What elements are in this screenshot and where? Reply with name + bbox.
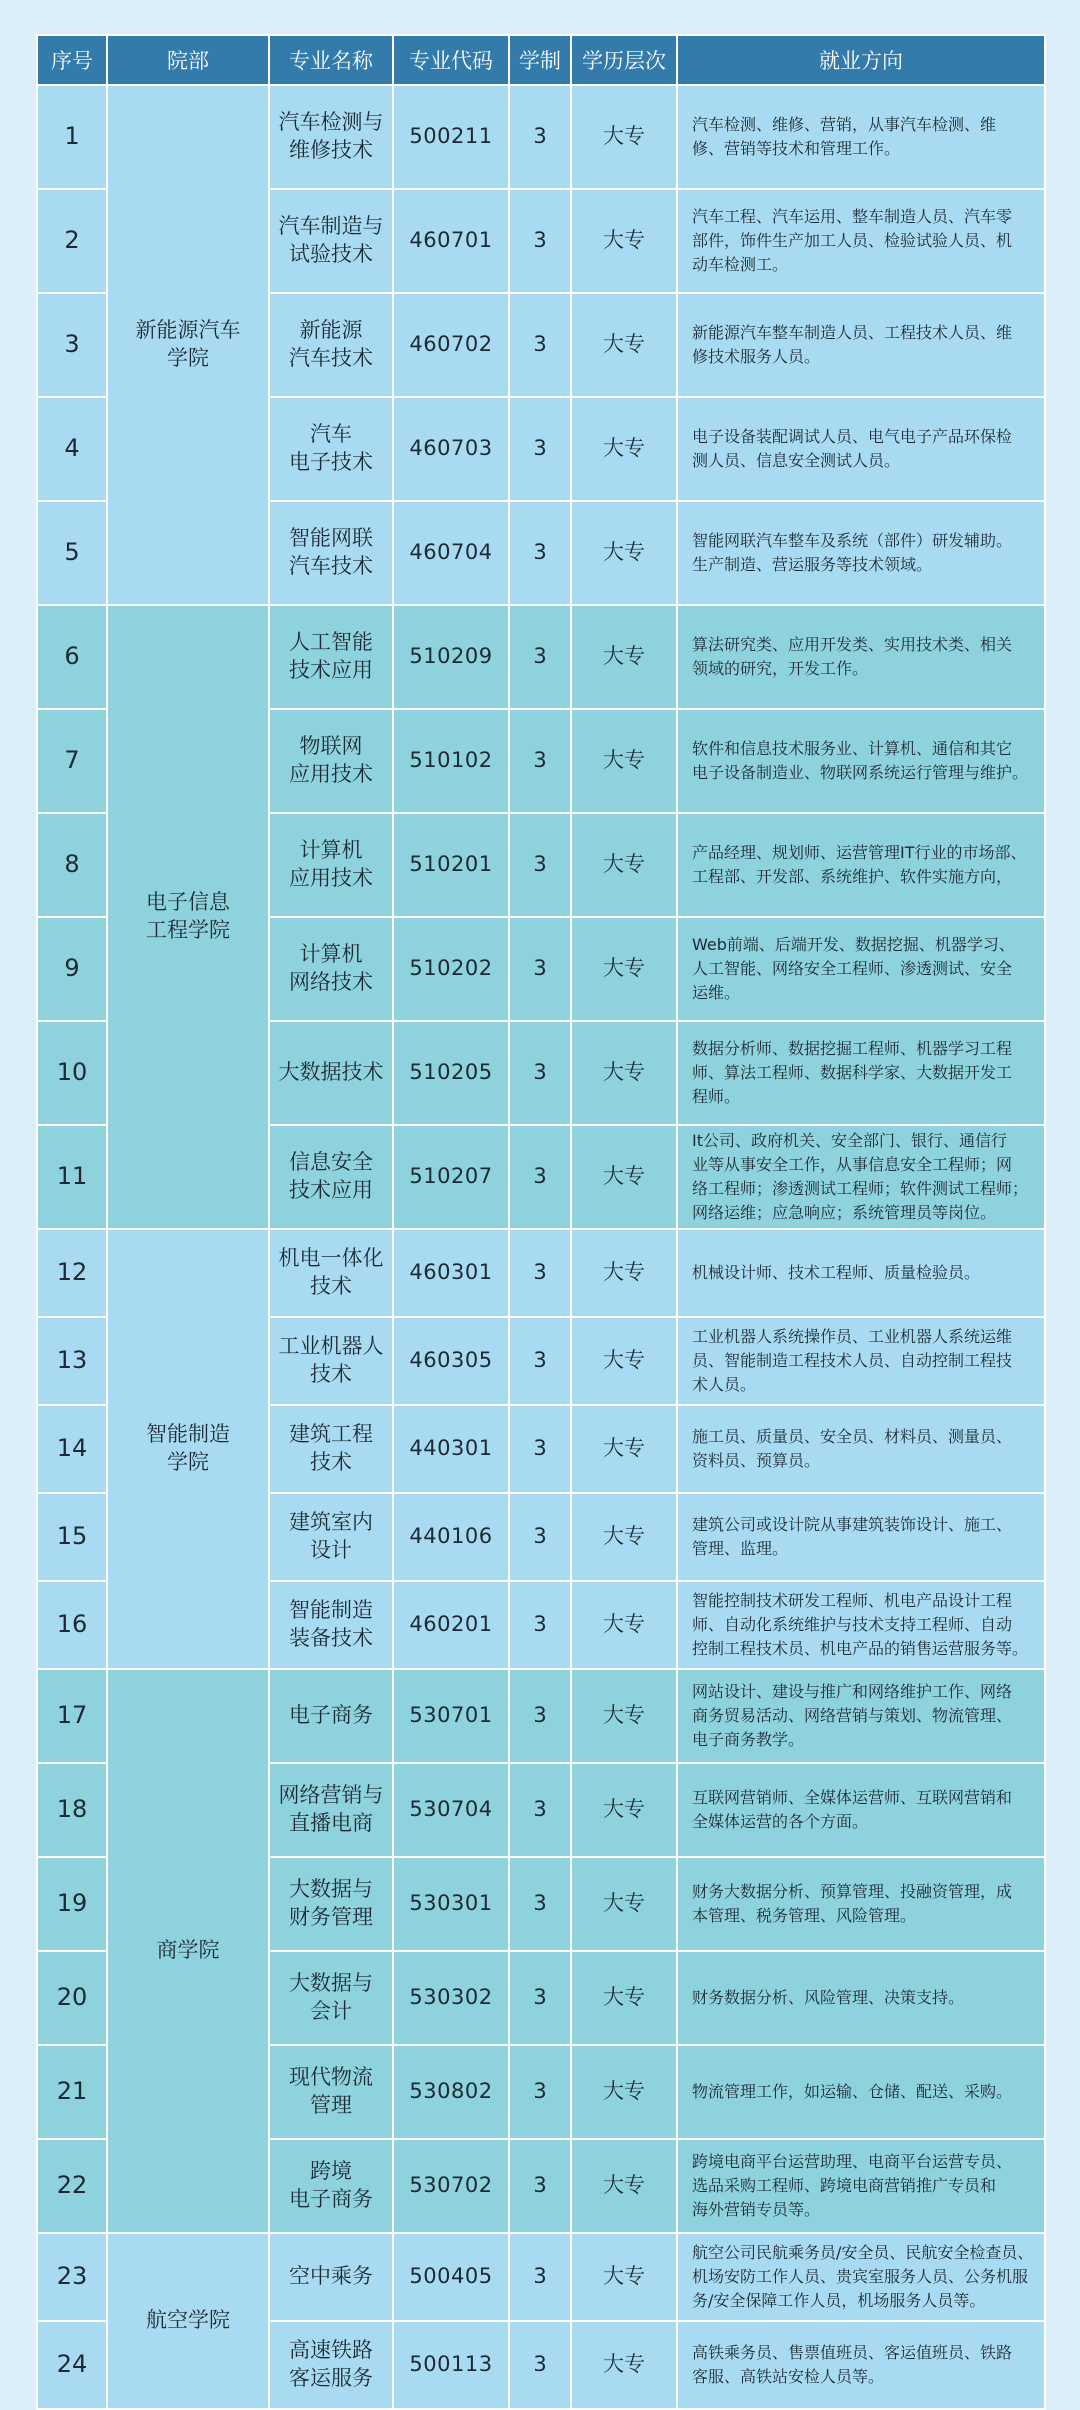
years-cell: 3 <box>509 501 571 605</box>
table-header <box>37 35 1045 85</box>
seq-cell: 7 <box>37 709 107 813</box>
level-cell: 大专 <box>571 2233 677 2321</box>
major-code-cell: 530302 <box>393 1951 509 2045</box>
table-row <box>37 1669 1045 1763</box>
level-cell: 大专 <box>571 2045 677 2139</box>
level-cell: 大专 <box>571 1493 677 1581</box>
major-code-cell: 460703 <box>393 397 509 501</box>
major-code-cell: 460201 <box>393 1581 509 1669</box>
level-cell: 大专 <box>571 501 677 605</box>
career-cell: 互联网营销师、全媒体运营师、互联网营销和 全媒体运营的各个方面。 <box>677 1763 1045 1857</box>
career-cell: It公司、政府机关、安全部门、银行、通信行 业等从事安全工作，从事信息安全工程师；网 络工程师；渗透测试工程师；软件测试工程师； 网络运维；应急响应；系统管理员等岗位。 <box>677 1125 1045 1229</box>
major-name-cell: 电子商务 <box>269 1669 393 1763</box>
table-row <box>37 2233 1045 2321</box>
career-cell: 汽车工程、汽车运用、整车制造人员、汽车零 部件，饰件生产加工人员、检验试验人员、机 动车检测工。 <box>677 189 1045 293</box>
major-code-cell: 500113 <box>393 2321 509 2409</box>
major-code-cell: 510202 <box>393 917 509 1021</box>
career-cell: 财务数据分析、风险管理、决策支持。 <box>677 1951 1045 2045</box>
career-cell: 网站设计、建设与推广和网络维护工作、网络 商务贸易活动、网络营销与策划、物流管理、 电子商务教学。 <box>677 1669 1045 1763</box>
department-cell: 新能源汽车 学院 <box>107 85 269 605</box>
level-cell: 大专 <box>571 1317 677 1405</box>
seq-cell: 14 <box>37 1405 107 1493</box>
major-code-cell: 500211 <box>393 85 509 189</box>
major-name-cell: 智能制造 装备技术 <box>269 1581 393 1669</box>
level-cell: 大专 <box>571 1125 677 1229</box>
table-body <box>37 85 1045 2409</box>
major-name-cell: 工业机器人 技术 <box>269 1317 393 1405</box>
seq-cell: 17 <box>37 1669 107 1763</box>
department-cell: 航空学院 <box>107 2233 269 2409</box>
header-code: 专业代码 <box>393 35 509 85</box>
level-cell: 大专 <box>571 1669 677 1763</box>
years-cell: 3 <box>509 1125 571 1229</box>
level-cell: 大专 <box>571 1021 677 1125</box>
career-cell: 建筑公司或设计院从事建筑装饰设计、施工、 管理、监理。 <box>677 1493 1045 1581</box>
major-code-cell: 500405 <box>393 2233 509 2321</box>
major-name-cell: 智能网联 汽车技术 <box>269 501 393 605</box>
major-name-cell: 人工智能 技术应用 <box>269 605 393 709</box>
career-cell: 智能网联汽车整车及系统（部件）研发辅助。 生产制造、营运服务等技术领域。 <box>677 501 1045 605</box>
header-years: 学制 <box>509 35 571 85</box>
career-cell: 高铁乘务员、售票值班员、客运值班员、铁路 客服、高铁站安检人员等。 <box>677 2321 1045 2409</box>
seq-cell: 24 <box>37 2321 107 2409</box>
years-cell: 3 <box>509 1229 571 1317</box>
years-cell: 3 <box>509 2139 571 2233</box>
years-cell: 3 <box>509 397 571 501</box>
level-cell: 大专 <box>571 917 677 1021</box>
seq-cell: 5 <box>37 501 107 605</box>
major-code-cell: 530301 <box>393 1857 509 1951</box>
table-row <box>37 85 1045 189</box>
career-cell: Web前端、后端开发、数据挖掘、机器学习、 人工智能、网络安全工程师、渗透测试、安全 运维。 <box>677 917 1045 1021</box>
major-name-cell: 计算机 应用技术 <box>269 813 393 917</box>
career-cell: 跨境电商平台运营助理、电商平台运营专员、 选品采购工程师、跨境电商营销推广专员和 海外营销专员等。 <box>677 2139 1045 2233</box>
department-cell: 智能制造 学院 <box>107 1229 269 1669</box>
seq-cell: 21 <box>37 2045 107 2139</box>
seq-cell: 15 <box>37 1493 107 1581</box>
department-cell: 电子信息 工程学院 <box>107 605 269 1229</box>
majors-table <box>36 34 1046 2410</box>
major-code-cell: 510207 <box>393 1125 509 1229</box>
major-name-cell: 计算机 网络技术 <box>269 917 393 1021</box>
years-cell: 3 <box>509 1669 571 1763</box>
years-cell: 3 <box>509 1581 571 1669</box>
years-cell: 3 <box>509 1493 571 1581</box>
years-cell: 3 <box>509 293 571 397</box>
years-cell: 3 <box>509 2045 571 2139</box>
major-name-cell: 机电一体化 技术 <box>269 1229 393 1317</box>
header-department: 院部 <box>107 35 269 85</box>
level-cell: 大专 <box>571 2321 677 2409</box>
majors-table-container <box>36 34 1044 2410</box>
seq-cell: 8 <box>37 813 107 917</box>
years-cell: 3 <box>509 1763 571 1857</box>
career-cell: 汽车检测、维修、营销，从事汽车检测、维 修、营销等技术和管理工作。 <box>677 85 1045 189</box>
seq-cell: 13 <box>37 1317 107 1405</box>
years-cell: 3 <box>509 605 571 709</box>
major-name-cell: 物联网 应用技术 <box>269 709 393 813</box>
major-code-cell: 530704 <box>393 1763 509 1857</box>
level-cell: 大专 <box>571 1405 677 1493</box>
seq-cell: 20 <box>37 1951 107 2045</box>
major-name-cell: 大数据技术 <box>269 1021 393 1125</box>
department-cell: 商学院 <box>107 1669 269 2233</box>
career-cell: 机械设计师、技术工程师、质量检验员。 <box>677 1229 1045 1317</box>
table-row <box>37 605 1045 709</box>
major-code-cell: 530802 <box>393 2045 509 2139</box>
major-code-cell: 460704 <box>393 501 509 605</box>
level-cell: 大专 <box>571 2139 677 2233</box>
years-cell: 3 <box>509 1857 571 1951</box>
table-row <box>37 1229 1045 1317</box>
seq-cell: 10 <box>37 1021 107 1125</box>
seq-cell: 16 <box>37 1581 107 1669</box>
major-name-cell: 汽车检测与 维修技术 <box>269 85 393 189</box>
years-cell: 3 <box>509 1317 571 1405</box>
career-cell: 施工员、质量员、安全员、材料员、测量员、 资料员、预算员。 <box>677 1405 1045 1493</box>
seq-cell: 18 <box>37 1763 107 1857</box>
major-name-cell: 新能源 汽车技术 <box>269 293 393 397</box>
level-cell: 大专 <box>571 1763 677 1857</box>
level-cell: 大专 <box>571 293 677 397</box>
major-name-cell: 网络营销与 直播电商 <box>269 1763 393 1857</box>
level-cell: 大专 <box>571 397 677 501</box>
header-seq: 序号 <box>37 35 107 85</box>
career-cell: 新能源汽车整车制造人员、工程技术人员、维 修技术服务人员。 <box>677 293 1045 397</box>
career-cell: 软件和信息技术服务业、计算机、通信和其它 电子设备制造业、物联网系统运行管理与维护。 <box>677 709 1045 813</box>
career-cell: 物流管理工作，如运输、仓储、配送、采购。 <box>677 2045 1045 2139</box>
major-name-cell: 建筑工程 技术 <box>269 1405 393 1493</box>
level-cell: 大专 <box>571 85 677 189</box>
seq-cell: 1 <box>37 85 107 189</box>
seq-cell: 11 <box>37 1125 107 1229</box>
level-cell: 大专 <box>571 1857 677 1951</box>
major-code-cell: 510102 <box>393 709 509 813</box>
major-code-cell: 510209 <box>393 605 509 709</box>
major-name-cell: 空中乘务 <box>269 2233 393 2321</box>
career-cell: 财务大数据分析、预算管理、投融资管理，成 本管理、税务管理、风险管理。 <box>677 1857 1045 1951</box>
header-career: 就业方向 <box>677 35 1045 85</box>
career-cell: 电子设备装配调试人员、电气电子产品环保检 测人员、信息安全测试人员。 <box>677 397 1045 501</box>
career-cell: 航空公司民航乘务员/安全员、民航安全检查员、 机场安防工作人员、贵宾室服务人员、公务机服 务/安全保障工作人员，机场服务人员等。 <box>677 2233 1045 2321</box>
seq-cell: 23 <box>37 2233 107 2321</box>
career-cell: 智能控制技术研发工程师、机电产品设计工程 师、自动化系统维护与技术支持工程师、自动 控制工程技术员、机电产品的销售运营服务等。 <box>677 1581 1045 1669</box>
major-code-cell: 460305 <box>393 1317 509 1405</box>
seq-cell: 19 <box>37 1857 107 1951</box>
major-name-cell: 汽车 电子技术 <box>269 397 393 501</box>
level-cell: 大专 <box>571 1581 677 1669</box>
seq-cell: 6 <box>37 605 107 709</box>
major-name-cell: 高速铁路 客运服务 <box>269 2321 393 2409</box>
major-code-cell: 460301 <box>393 1229 509 1317</box>
career-cell: 算法研究类、应用开发类、实用技术类、相关 领域的研究，开发工作。 <box>677 605 1045 709</box>
major-name-cell: 跨境 电子商务 <box>269 2139 393 2233</box>
major-code-cell: 510205 <box>393 1021 509 1125</box>
years-cell: 3 <box>509 917 571 1021</box>
major-code-cell: 530701 <box>393 1669 509 1763</box>
level-cell: 大专 <box>571 1951 677 2045</box>
major-name-cell: 汽车制造与 试验技术 <box>269 189 393 293</box>
major-code-cell: 440301 <box>393 1405 509 1493</box>
career-cell: 数据分析师、数据挖掘工程师、机器学习工程 师、算法工程师、数据科学家、大数据开发工 程师。 <box>677 1021 1045 1125</box>
major-name-cell: 信息安全 技术应用 <box>269 1125 393 1229</box>
years-cell: 3 <box>509 85 571 189</box>
years-cell: 3 <box>509 1951 571 2045</box>
major-name-cell: 大数据与 财务管理 <box>269 1857 393 1951</box>
major-name-cell: 现代物流 管理 <box>269 2045 393 2139</box>
years-cell: 3 <box>509 813 571 917</box>
years-cell: 3 <box>509 189 571 293</box>
major-code-cell: 440106 <box>393 1493 509 1581</box>
years-cell: 3 <box>509 2321 571 2409</box>
major-code-cell: 460702 <box>393 293 509 397</box>
header-major: 专业名称 <box>269 35 393 85</box>
level-cell: 大专 <box>571 189 677 293</box>
seq-cell: 3 <box>37 293 107 397</box>
seq-cell: 22 <box>37 2139 107 2233</box>
header-level: 学历层次 <box>571 35 677 85</box>
major-code-cell: 510201 <box>393 813 509 917</box>
seq-cell: 4 <box>37 397 107 501</box>
seq-cell: 9 <box>37 917 107 1021</box>
years-cell: 3 <box>509 2233 571 2321</box>
level-cell: 大专 <box>571 709 677 813</box>
seq-cell: 12 <box>37 1229 107 1317</box>
seq-cell: 2 <box>37 189 107 293</box>
level-cell: 大专 <box>571 1229 677 1317</box>
years-cell: 3 <box>509 1021 571 1125</box>
years-cell: 3 <box>509 1405 571 1493</box>
career-cell: 产品经理、规划师、运营管理IT行业的市场部、 工程部、开发部、系统维护、软件实施方向， <box>677 813 1045 917</box>
years-cell: 3 <box>509 709 571 813</box>
level-cell: 大专 <box>571 813 677 917</box>
level-cell: 大专 <box>571 605 677 709</box>
major-code-cell: 530702 <box>393 2139 509 2233</box>
major-code-cell: 460701 <box>393 189 509 293</box>
major-name-cell: 建筑室内 设计 <box>269 1493 393 1581</box>
career-cell: 工业机器人系统操作员、工业机器人系统运维 员、智能制造工程技术人员、自动控制工程技 术人员。 <box>677 1317 1045 1405</box>
major-name-cell: 大数据与 会计 <box>269 1951 393 2045</box>
